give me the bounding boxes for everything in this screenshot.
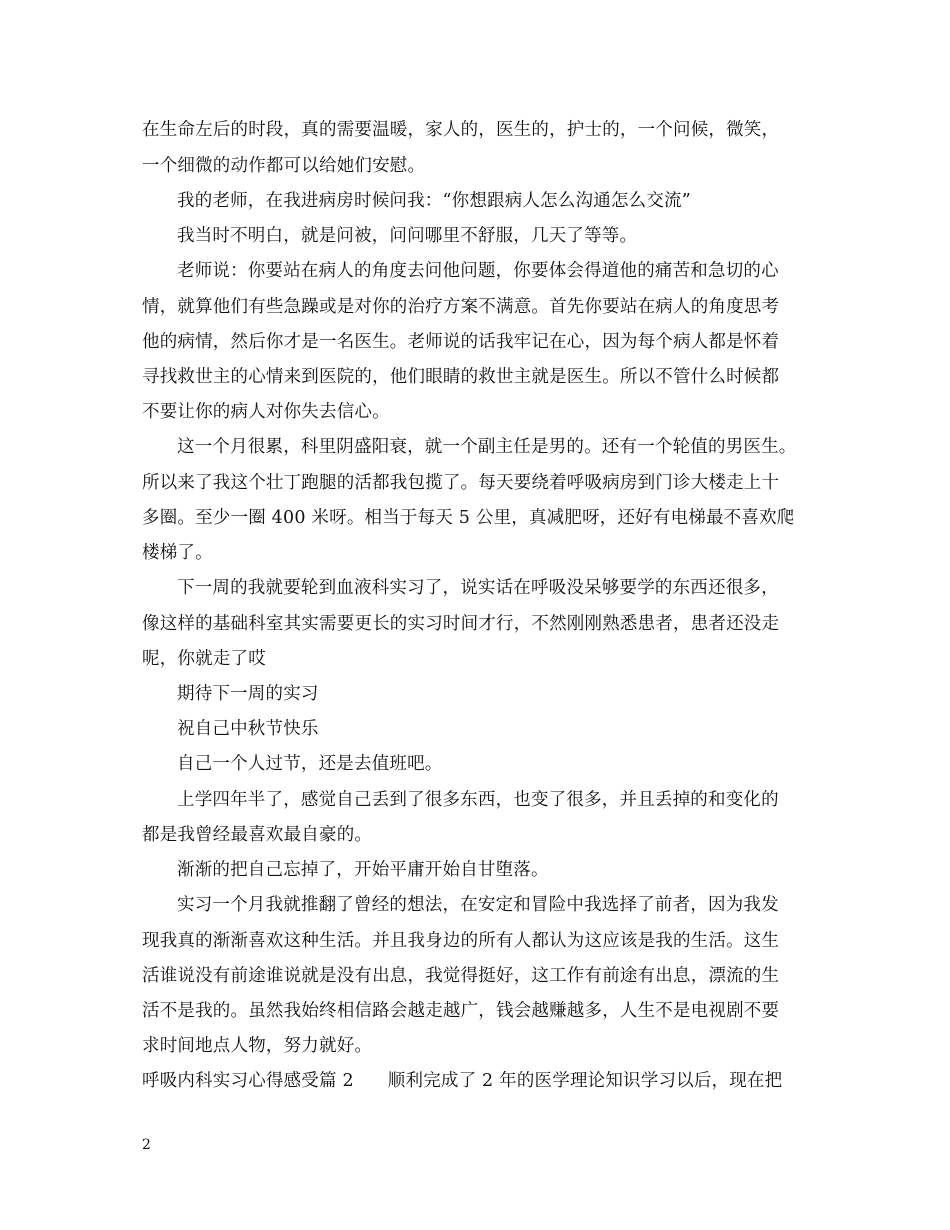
text-line: 楼梯了。 bbox=[142, 543, 213, 563]
text-line: 都是我曾经最喜欢最自豪的。 bbox=[142, 825, 373, 845]
text-line: 现我真的渐渐喜欢这种生活。并且我身边的所有人都认为这应该是我的生活。这生 bbox=[142, 931, 780, 951]
text-line: 上学四年半了，感觉自己丢到了很多东西，也变了很多，并且丢掉的和变化的 bbox=[177, 790, 779, 810]
text-line: 渐渐的把自己忘掉了，开始平庸开始自甘堕落。 bbox=[177, 860, 549, 880]
text-line: 老师说：你要站在病人的角度去问他问题，你要体会得道他的痛苦和急切的心 bbox=[177, 261, 779, 281]
text-line: 这一个月很累，科里阴盛阳衰，就一个副主任是男的。还有一个轮值的男医生。 bbox=[177, 437, 797, 457]
text-line: 像这样的基础科室其实需要更长的实习时间才行，不然刚刚熟悉患者，患者还没走 bbox=[142, 614, 780, 634]
text-line: 活谁说没有前途谁说就是没有出息，我觉得挺好，这工作有前途有出息，漂流的生 bbox=[142, 966, 780, 986]
text-line: 多圈。至少一圈 400 米呀。相当于每天 5 公里，真减肥呀，还好有电梯最不喜欢爬 bbox=[142, 508, 795, 528]
text-line: 不要让你的病人对你失去信心。 bbox=[142, 402, 390, 422]
text-line: 实习一个月我就推翻了曾经的想法，在安定和冒险中我选择了前者，因为我发 bbox=[177, 895, 779, 915]
text-line: 下一周的我就要轮到血液科实习了，说实话在呼吸没呆够要学的东西还很多， bbox=[177, 578, 779, 598]
text-line: 我当时不明白，就是问被，问问哪里不舒服，几天了等等。 bbox=[177, 226, 638, 246]
page-number: 2 bbox=[142, 1137, 151, 1153]
text-line: 情，就算他们有些急躁或是对你的治疗方案不满意。首先你要站在病人的角度思考 bbox=[142, 297, 780, 317]
text-line: 寻找救世主的心情来到医院的，他们眼睛的救世主就是医生。所以不管什么时候都 bbox=[142, 367, 780, 387]
text-line: 自己一个人过节，还是去值班吧。 bbox=[177, 754, 443, 774]
text-line: 求时间地点人物，努力就好。 bbox=[142, 1036, 373, 1056]
text-line: 在生命左后的时段，真的需要温暖，家人的，医生的，护士的，一个问候，微笑， bbox=[142, 120, 780, 140]
text-line: 呢，你就走了哎 bbox=[142, 649, 266, 669]
text-line: 期待下一周的实习 bbox=[177, 684, 319, 704]
section-text: 顺利完成了 2 年的医学理论知识学习以后，现在把 bbox=[387, 1071, 783, 1091]
text-line: 所以来了我这个壮丁跑腿的活都我包揽了。每天要绕着呼吸病房到门诊大楼走上十 bbox=[142, 473, 780, 493]
section-title: 呼吸内科实习心得感受篇 2 bbox=[142, 1071, 354, 1091]
text-line: 我的老师，在我进病房时候问我：“你想跟病人怎么沟通怎么交流” bbox=[177, 191, 691, 211]
text-line: 祝自己中秋节快乐 bbox=[177, 719, 319, 739]
text-line: 活不是我的。虽然我始终相信路会越走越广，钱会越赚越多，人生不是电视剧不要 bbox=[142, 1001, 780, 1021]
text-line: 他的病情，然后你才是一名医生。老师说的话我牢记在心，因为每个病人都是怀着 bbox=[142, 332, 780, 352]
text-line: 一个细微的动作都可以给她们安慰。 bbox=[142, 156, 426, 176]
text-line-heading bbox=[142, 1070, 782, 1092]
